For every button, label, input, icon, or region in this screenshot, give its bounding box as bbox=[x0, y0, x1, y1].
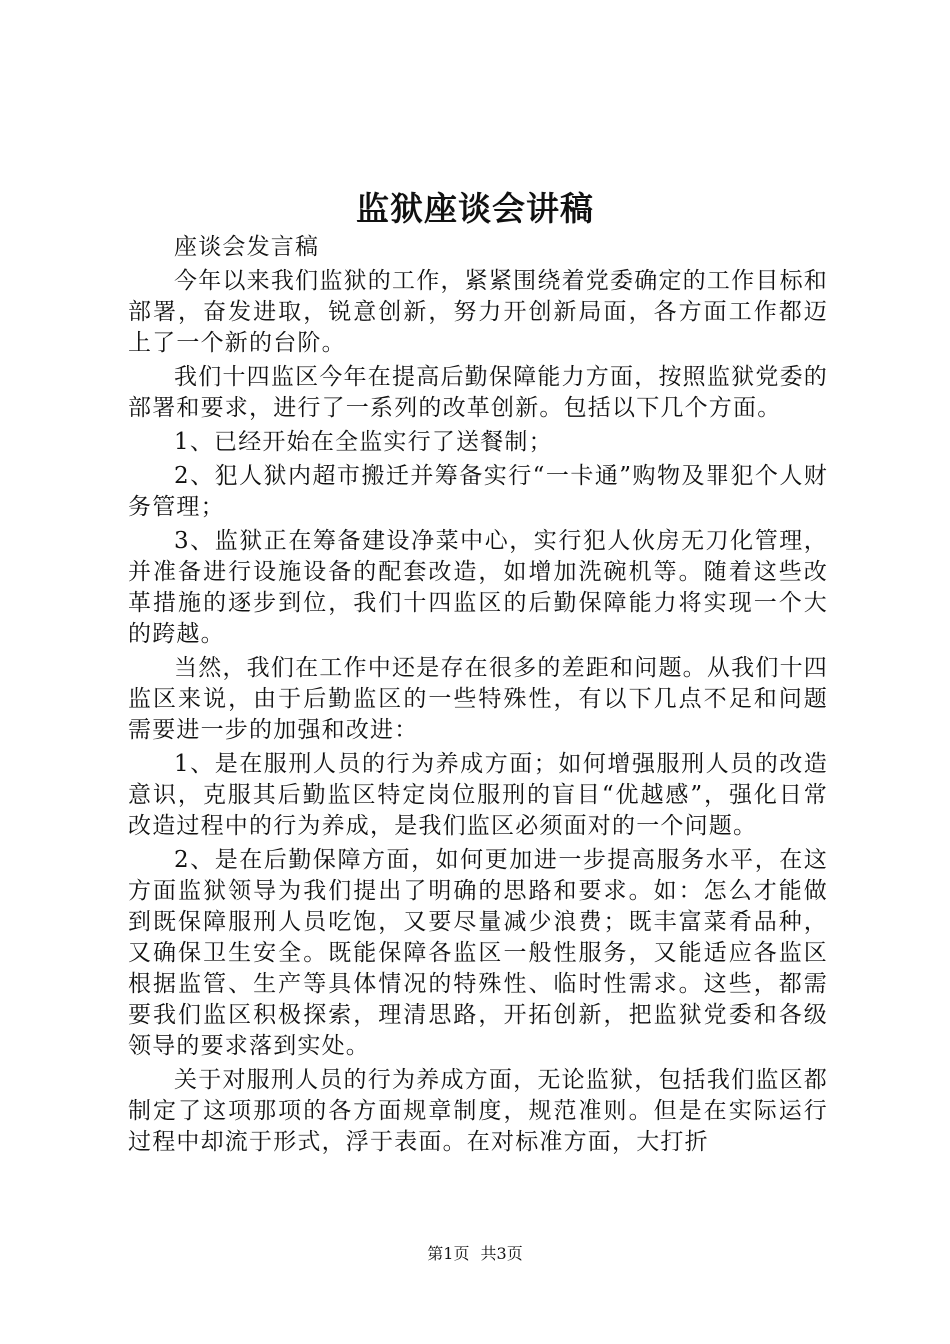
paragraph-intro: 今年以来我们监狱的工作，紧紧围绕着党委确定的工作目标和部署，奋发进取，锐意创新，努力开创新局面，各方面工作都迈上了一个新的台阶。 bbox=[128, 268, 828, 356]
paragraph-item-3: 3、监狱正在筹备建设净菜中心，实行犯人伙房无刀化管理，并准备进行设施设备的配套改造，如增加洗碗机等。随着这些改革措施的逐步到位，我们十四监区的后勤保障能力将实现一个大的跨越。 bbox=[128, 528, 828, 647]
paragraph-problems: 当然，我们在工作中还是存在很多的差距和问题。从我们十四监区来说，由于后勤监区的一些特殊性，有以下几点不足和问题需要进一步的加强和改进： bbox=[128, 655, 828, 743]
paragraph-item-1: 1、已经开始在全监实行了送餐制； bbox=[174, 429, 553, 455]
paragraph-behavior: 关于对服刑人员的行为养成方面，无论监狱，包括我们监区都制定了这项那项的各方面规章制度，规范准则。但是在实际运行过程中却流于形式，浮于表面。在对标准方面，大打折 bbox=[128, 1067, 828, 1155]
page-footer bbox=[0, 1242, 950, 1266]
page-total: 共3页 bbox=[480, 1244, 523, 1263]
paragraph-problem-2: 2、是在后勤保障方面，如何更加进一步提高服务水平，在这方面监狱领导为我们提出了明确的思路和要求。如：怎么才能做到既保障服刑人员吃饱，又要尽量减少浪费；既丰富菜肴品种，又确保卫生安全。既能保障各监区一般性服务，又能适应各监区根据监管、生产等具体情况的特殊性、临时性需求。这些，都需要我们监区积极探索，理清思路，开拓创新，把监狱党委和各级领导的要求落到实处。 bbox=[128, 847, 828, 1059]
paragraph-subtitle: 座谈会发言稿 bbox=[174, 234, 320, 260]
document-title: 监狱座谈会讲稿 bbox=[356, 189, 594, 228]
paragraph-reform: 我们十四监区今年在提高后勤保障能力方面，按照监狱党委的部署和要求，进行了一系列的改革创新。包括以下几个方面。 bbox=[128, 364, 828, 421]
document-body bbox=[128, 232, 828, 1161]
paragraph-problem-1: 1、是在服刑人员的行为养成方面；如何增强服刑人员的改造意识，克服其后勤监区特定岗位服刑的盲目“优越感”，强化日常改造过程中的行为养成，是我们监区必须面对的一个问题。 bbox=[128, 751, 828, 839]
page-number: 第1页 bbox=[427, 1244, 470, 1263]
paragraph-item-2: 2、犯人狱内超市搬迁并筹备实行“一卡通”购物及罪犯个人财务管理； bbox=[128, 463, 828, 520]
